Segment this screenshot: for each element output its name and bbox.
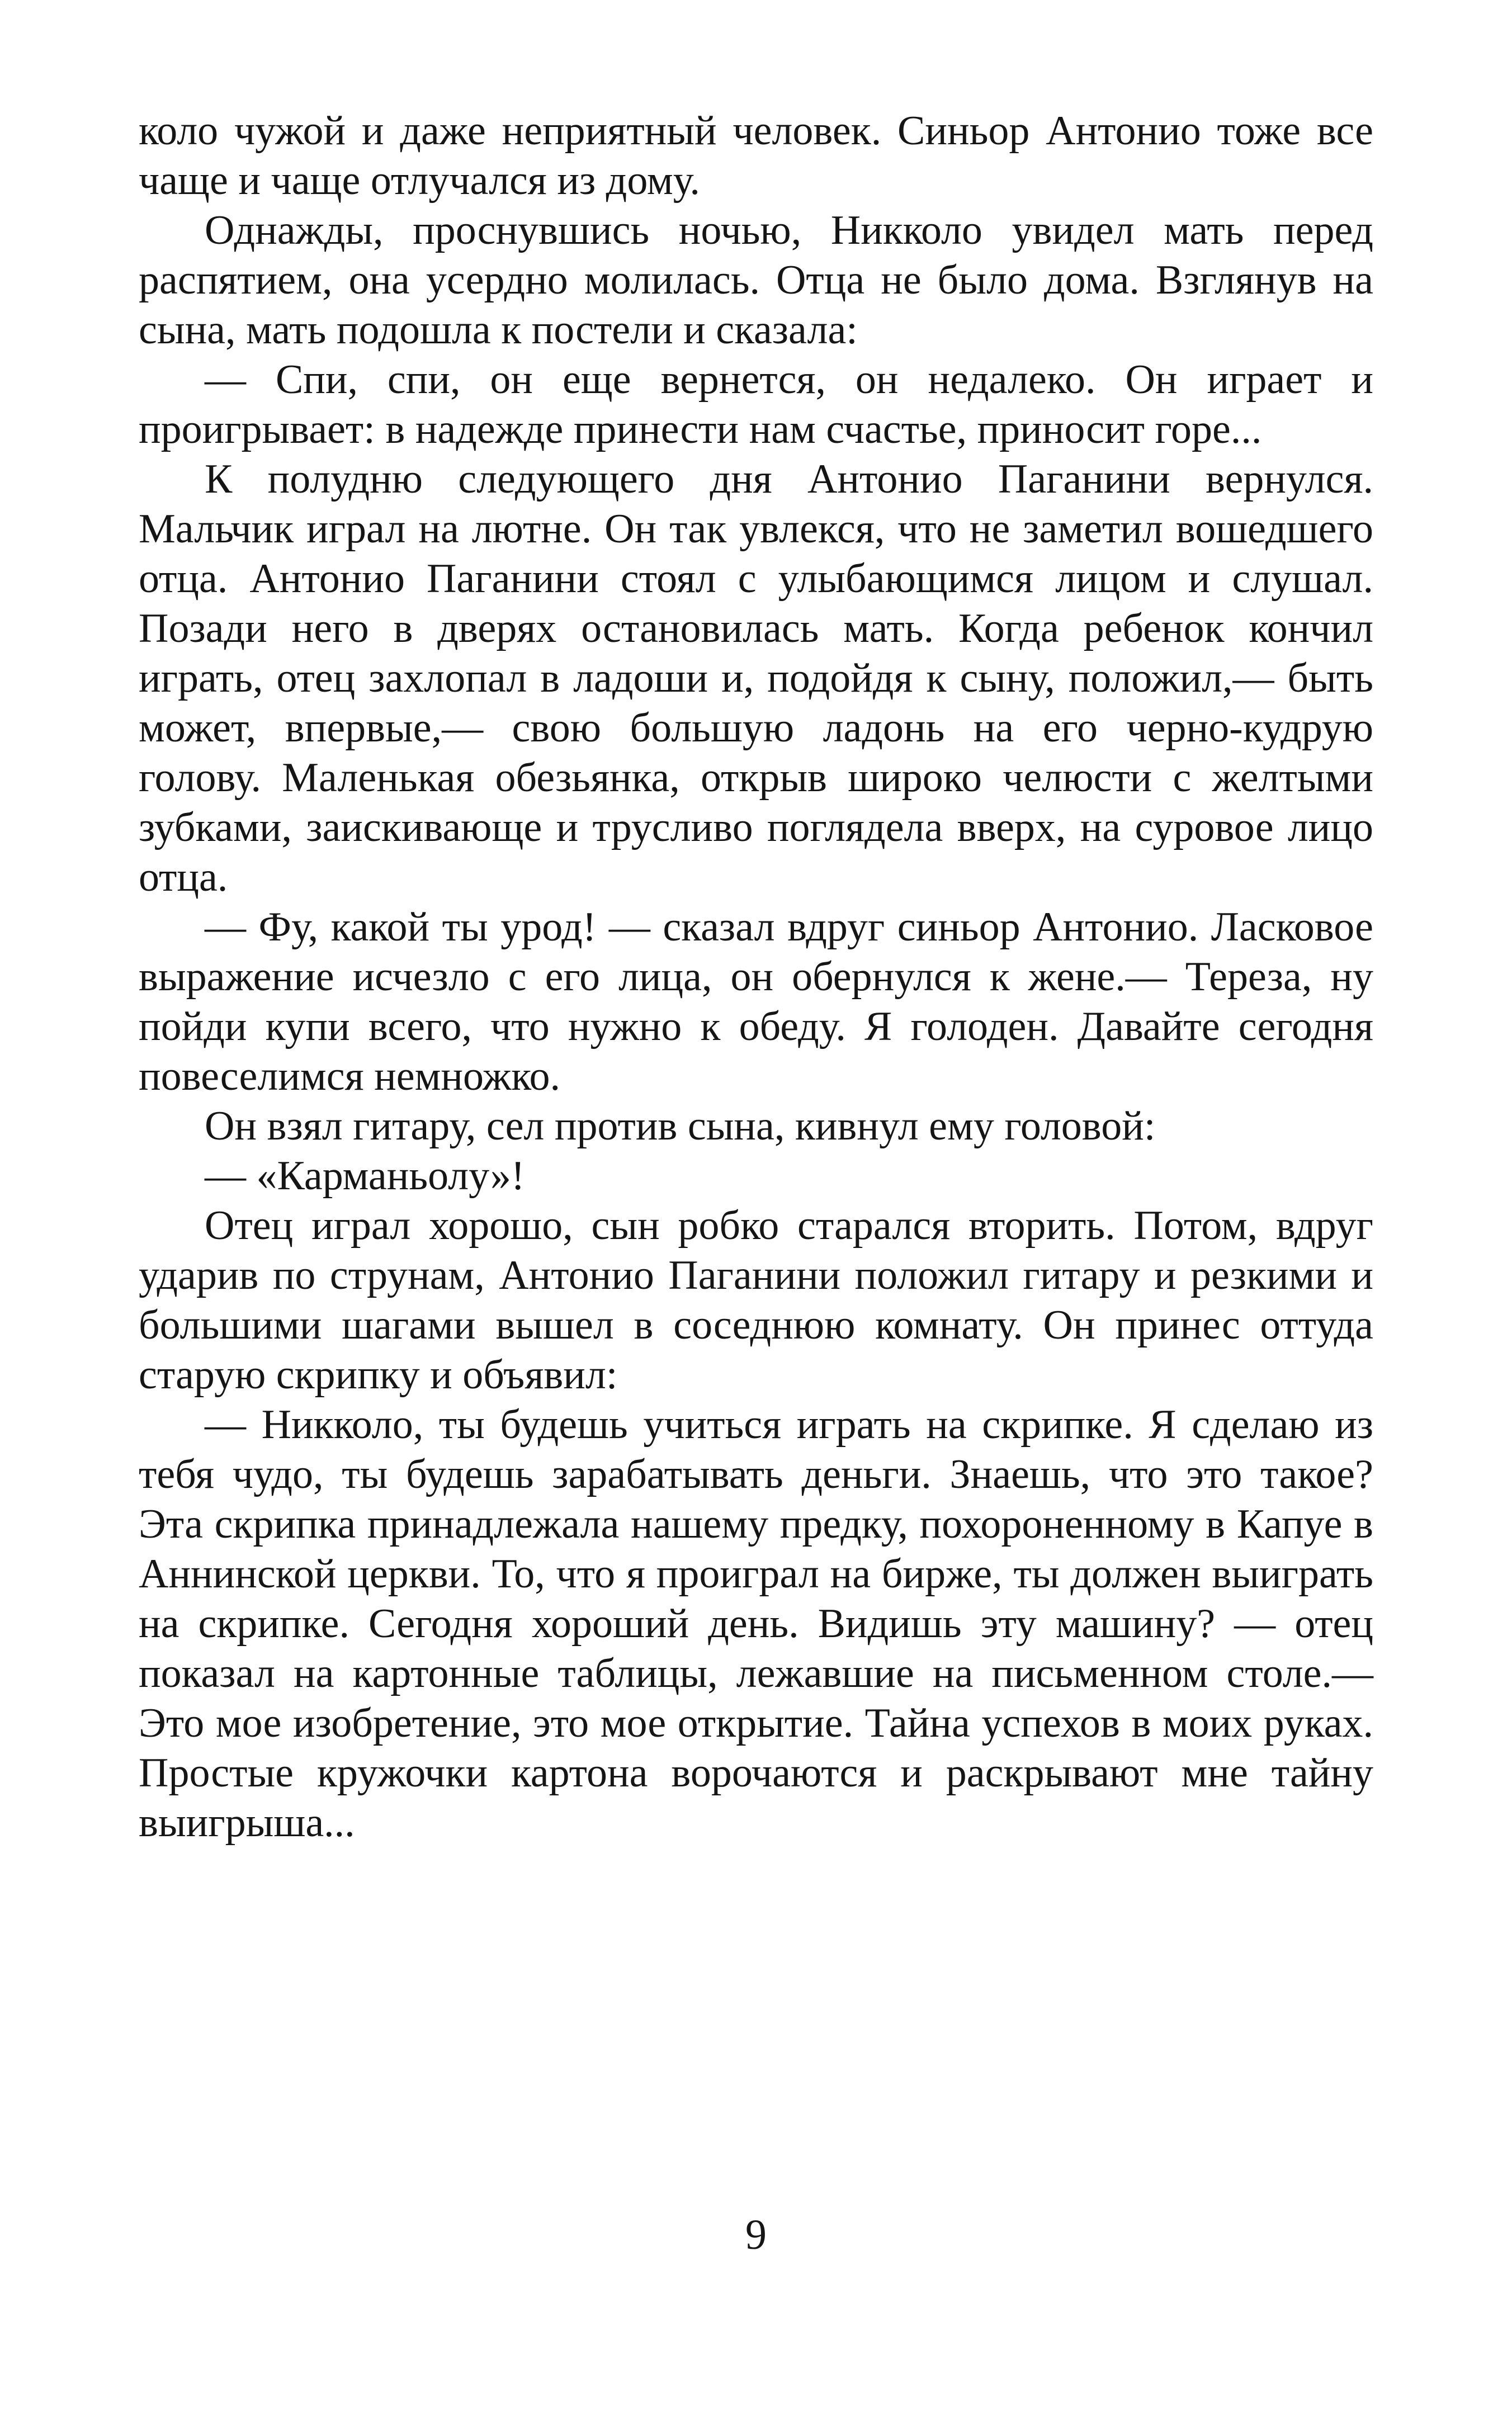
paragraph: Отец играл хорошо, сын робко старался вторить. Потом, вдруг ударив по струнам, Антонио Паганини положил гитару и резкими и большими шагами вышел в соседнюю комнату. Он принес оттуда старую скрипку и объявил: [139,1203,1373,1398]
page-body [139,106,1373,1848]
paragraph-continuation: коло чужой и даже неприятный человек. Синьор Антонио тоже все чаще и чаще отлучался из дому. [139,108,1373,204]
paragraph: Он взял гитару, сел против сына, кивнул ему головой: [205,1103,1156,1149]
page-number: 9 [745,2211,767,2258]
paragraph-dialogue: — Фу, какой ты урод! — сказал вдруг синьор Антонио. Ласковое выражение исчезло с его лица, он обернулся к жене.— Тереза, ну пойди купи всего, что нужно к обеду. Я голоден. Давайте сегодня повеселимся немножко. [139,904,1373,1099]
paragraph: К полудню следующего дня Антонио Паганини вернулся. Мальчик играл на лютне. Он так увлекся, что не заметил вошедшего отца. Антонио Паганини стоял с улыбающимся лицом и слушал. Позади него в дверях остановилась мать. Когда ребенок кончил играть, отец захлопал в ладоши и, подойдя к сыну, положил,— быть может, впервые,— свою большую ладонь на его черно-кудрую голову. Маленькая обезьянка, открыв широко челюсти с желтыми зубками, заискивающе и трусливо поглядела вверх, на суровое лицо отца. [139,456,1373,900]
paragraph: Однажды, проснувшись ночью, Никколо увидел мать перед распятием, она усердно молилась. Отца не было дома. Взглянув на сына, мать подошла к постели и сказала: [139,207,1373,353]
paragraph-dialogue: — Спи, спи, он еще вернется, он недалеко. Он играет и проигрывает: в надежде принести нам счастье, приносит горе... [139,357,1373,452]
paragraph-dialogue: — «Карманьолу»! [205,1153,525,1199]
paragraph-dialogue: — Никколо, ты будешь учиться играть на скрипке. Я сделаю из тебя чудо, ты будешь зарабатывать деньги. Знаешь, что это такое? Эта скрипка принадлежала нашему предку, похороненному в Капуе в Аннинской церкви. То, что я проиграл на бирже, ты должен выиграть на скрипке. Сегодня хороший день. Видишь эту машину? — отец показал на картонные таблицы, лежавшие на письменном столе.— Это мое изобретение, это мое открытие. Тайна успехов в моих руках. Простые кружочки картона ворочаются и раскрывают мне тайну выигрыша... [139,1402,1373,1846]
